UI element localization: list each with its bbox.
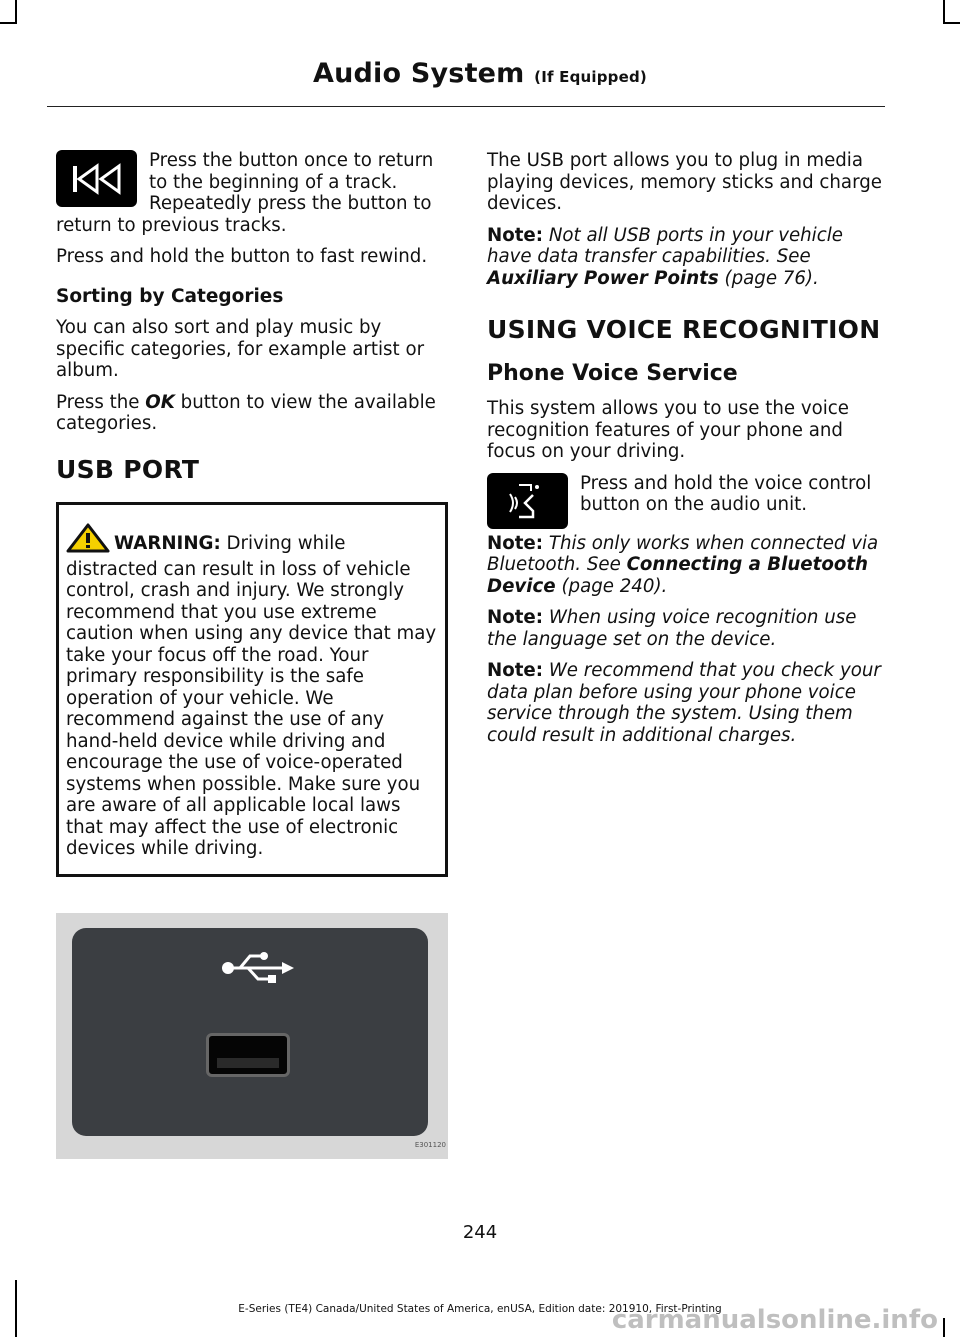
link-auxiliary-power-points[interactable]: Auxiliary Power Points <box>487 267 719 289</box>
ok-suffix: button to view the available categories. <box>56 391 436 434</box>
usb-slot <box>206 1033 290 1077</box>
phone-voice-text: This system allows you to use the voice recognition features of your phone and focus on your driving. <box>487 398 849 462</box>
voice-button-text: Press and hold the voice control button on the audio unit. <box>580 472 872 515</box>
page-title <box>0 58 960 89</box>
usb-port-heading: USB PORT <box>56 454 200 484</box>
ok-prefix: Press the <box>56 391 140 413</box>
note-bluetooth <box>487 533 885 598</box>
note-bluetooth-text: This only works when connected via Bluetooth. See <box>487 532 879 575</box>
usb-panel <box>72 928 428 1136</box>
right-column <box>487 150 885 756</box>
header-rule <box>47 106 885 107</box>
left-column <box>56 150 448 1159</box>
warning-label: WARNING: <box>114 533 221 554</box>
crop-mark <box>943 0 945 24</box>
fast-rewind-text: Press and hold the button to fast rewind. <box>56 246 428 267</box>
sorting-text: You can also sort and play music by specific categories, for example artist or album. <box>56 317 425 381</box>
warning-text: Driving while distracted can result in loss of vehicle control, crash and injury. We strongly recommend that you use extreme caution when using any device that may take your focus off the road. Your primary responsibility is the safe operation of your vehicle. We recommend against the use of any hand-held device while driving and encourage the use of voice-operated systems when possible. Make sure you are aware of all applicable local laws that may affect the use of electronic devices while driving. <box>66 533 437 859</box>
note-data-plan-text: We recommend that you check your data plan before using your phone voice service through the system. Using them could result in additional charges. <box>487 660 881 746</box>
title-subtitle: (If Equipped) <box>534 68 647 86</box>
note-label: Note: <box>487 532 544 554</box>
warning-box <box>56 502 448 877</box>
note-usb-page: (page 76). <box>724 267 819 289</box>
footer-text: E-Series (TE4) Canada/United States of America, enUSA, Edition date: 201910, First-Printing <box>238 1303 722 1315</box>
sorting-heading: Sorting by Categories <box>56 285 284 307</box>
ok-button-text <box>56 392 448 435</box>
ok-label: OK <box>145 391 175 413</box>
note-label: Note: <box>487 607 544 628</box>
note-language-text: When using voice recognition use the language set on the device. <box>487 607 857 650</box>
voice-control-icon <box>487 473 568 529</box>
voice-recognition-heading: USING VOICE RECOGNITION <box>487 315 881 344</box>
phone-voice-heading: Phone Voice Service <box>487 360 738 386</box>
crop-mark <box>0 22 17 24</box>
link-connecting-bluetooth-device[interactable]: Connecting a Bluetooth Device <box>487 554 868 597</box>
usb-icon <box>220 950 296 990</box>
note-data-plan <box>487 660 885 746</box>
image-code: E301120 <box>414 1141 446 1149</box>
note-usb <box>487 225 885 290</box>
warning-triangle-icon <box>66 523 110 559</box>
note-label: Note: <box>487 660 544 681</box>
note-language <box>487 607 885 650</box>
note-label: Note: <box>487 224 544 246</box>
seek-back-icon <box>56 150 137 207</box>
seek-back-text: Press the button once to return to the beginning of a track. Repeatedly press the button to return to previous tracks. <box>56 150 434 236</box>
usb-port-photo <box>56 913 448 1159</box>
crop-mark <box>15 0 17 24</box>
title-main: Audio System <box>313 58 525 89</box>
note-usb-text: Not all USB ports in your vehicle have data transfer capabilities. See <box>487 224 843 267</box>
crop-mark <box>943 22 960 24</box>
crop-mark <box>943 1318 945 1337</box>
page-number: 244 <box>462 1222 498 1243</box>
note-bluetooth-page: (page 240). <box>561 575 668 597</box>
usb-text: The USB port allows you to plug in media playing devices, memory sticks and charge devices. <box>487 150 882 214</box>
watermark: carmanualsonline.info <box>611 1305 938 1335</box>
